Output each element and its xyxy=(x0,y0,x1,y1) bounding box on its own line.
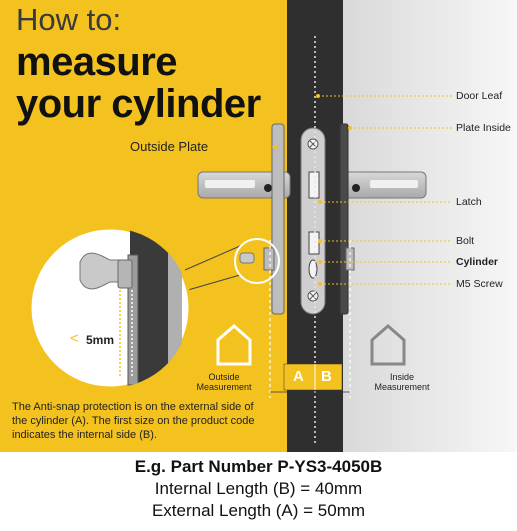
label-outside-measurement xyxy=(188,372,260,392)
label-a: A xyxy=(293,368,304,385)
label-plate-inside: Plate Inside xyxy=(456,122,511,134)
bolt-shape xyxy=(309,232,319,254)
label-inside-measurement xyxy=(366,372,438,392)
label-door-leaf: Door Leaf xyxy=(456,90,503,102)
label-latch: Latch xyxy=(456,196,482,208)
title-measure: measure xyxy=(16,40,178,84)
label-5mm: 5mm xyxy=(86,333,115,347)
internal-length: Internal Length (B) = 40mm xyxy=(154,479,363,498)
latch-shape xyxy=(309,172,319,198)
label-b: B xyxy=(321,368,332,385)
title-how-to: How to: xyxy=(16,2,122,37)
footer xyxy=(0,455,517,521)
cylinder-shape xyxy=(309,260,317,278)
less-than-symbol: < xyxy=(70,330,79,347)
label-m5-screw: M5 Screw xyxy=(456,278,503,290)
inside-plate-shape xyxy=(340,124,348,314)
label-cylinder: Cylinder xyxy=(456,256,499,268)
part-number-example: E.g. Part Number P-YS3-4050B xyxy=(134,457,383,476)
anti-snap-note: The Anti-snap protection is on the external side of the cylinder (A). The first size on the product code indicates the internal side (B). xyxy=(12,401,255,441)
outside-plate-shape xyxy=(272,124,284,314)
label-bolt: Bolt xyxy=(456,235,475,247)
label-outside-plate: Outside Plate xyxy=(130,139,209,154)
lock-case xyxy=(301,128,325,314)
title-your-cylinder: your cylinder xyxy=(16,82,261,126)
inside-measurement-line1: Inside xyxy=(389,372,415,382)
external-length: External Length (A) = 50mm xyxy=(151,501,366,520)
outside-measurement-line1: Outside xyxy=(208,372,240,382)
inside-measurement-line2: Measurement xyxy=(374,382,430,392)
outside-measurement-line2: Measurement xyxy=(196,382,252,392)
